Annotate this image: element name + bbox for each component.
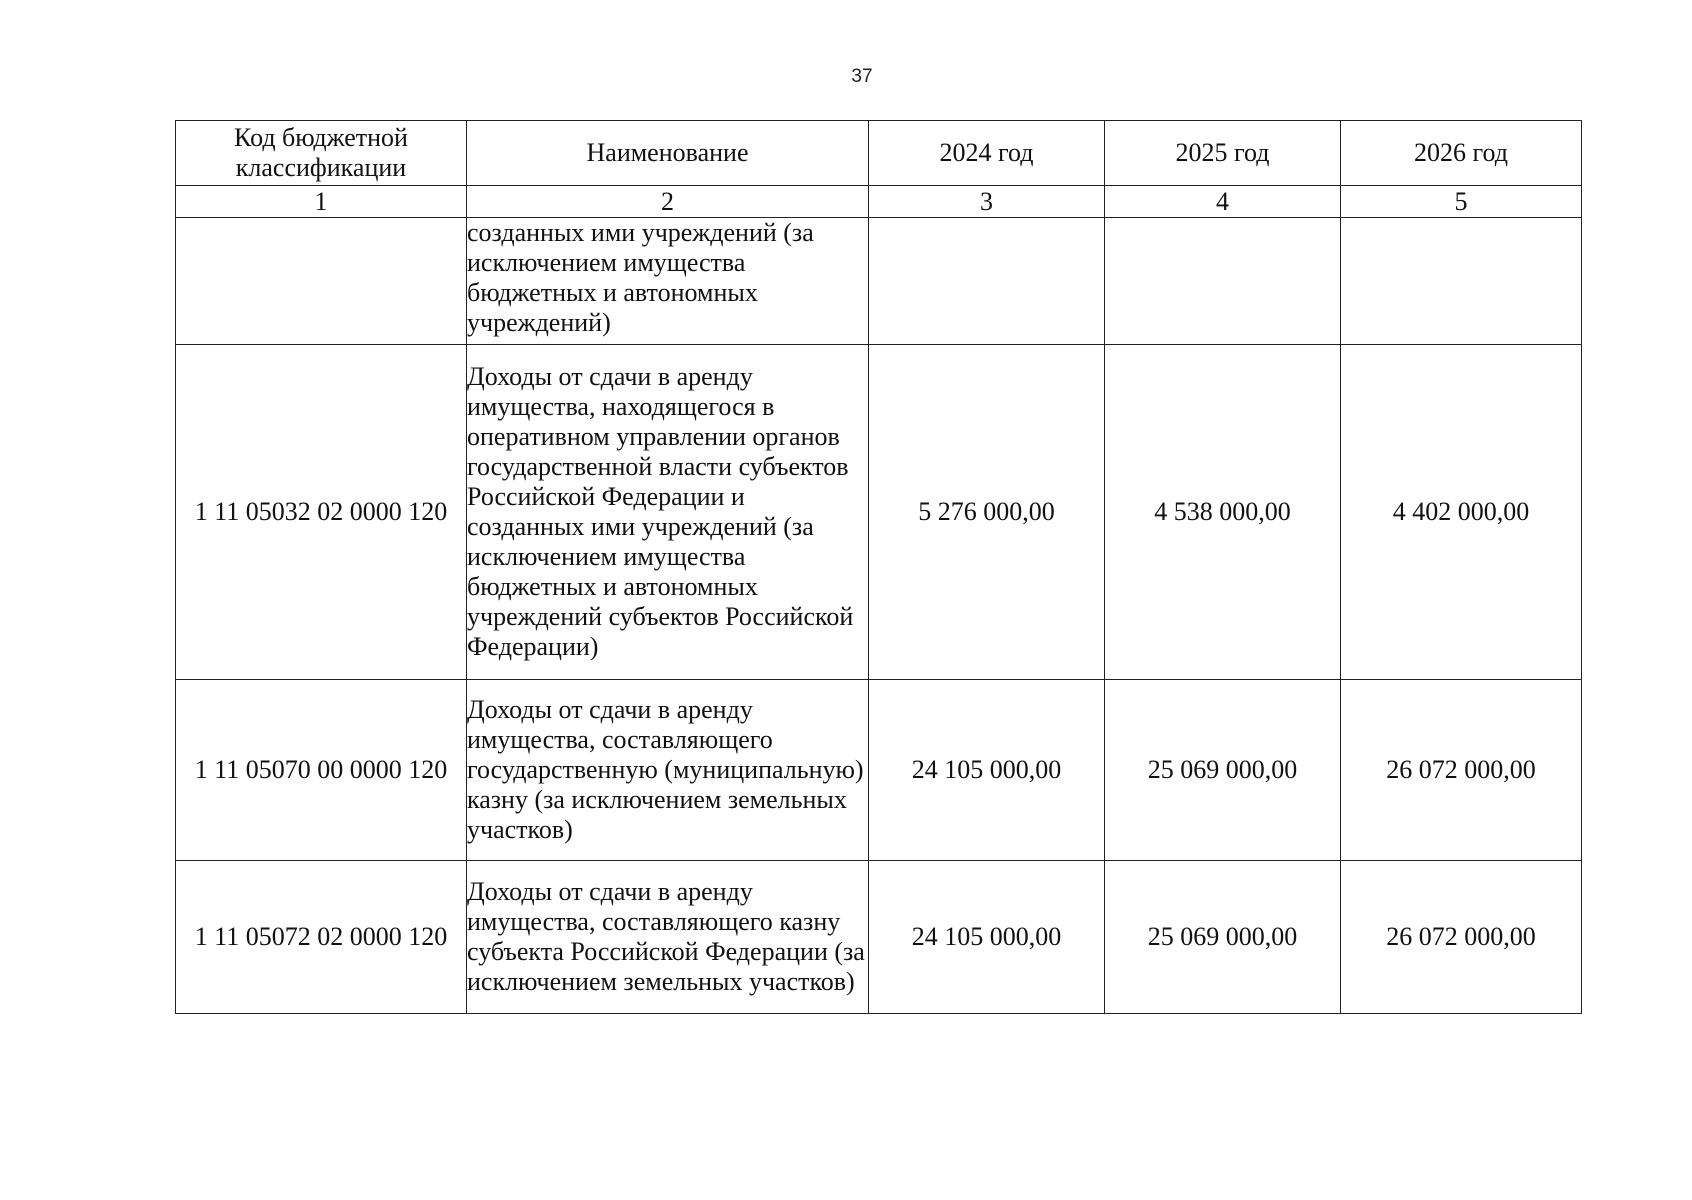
column-number: 4 [1105, 186, 1341, 218]
value-2026 [1341, 218, 1582, 345]
header-code: Код бюджетной классификации [176, 121, 467, 186]
table-row [176, 861, 1582, 1014]
table-row [176, 680, 1582, 861]
table-header-row [176, 121, 1582, 186]
value-2024: 24 105 000,00 [869, 680, 1105, 861]
header-2026: 2026 год [1341, 121, 1582, 186]
header-2024: 2024 год [869, 121, 1105, 186]
column-number: 5 [1341, 186, 1582, 218]
header-2025: 2025 год [1105, 121, 1341, 186]
budget-table [175, 120, 1582, 1014]
table-row [176, 345, 1582, 680]
item-name: созданных ими учреждений (за исключением имущества бюджетных и автономных учреждений) [467, 218, 869, 345]
item-name: Доходы от сдачи в аренду имущества, находящегося в оперативном управлении органов государственной власти субъектов Российской Федерации и созданных ими учреждений (за исключением имущества бюджетных и автономных учреждений субъектов Российской Федерации) [467, 345, 869, 680]
value-2025 [1105, 218, 1341, 345]
item-name: Доходы от сдачи в аренду имущества, составляющего казну субъекта Российской Федерации (за исключением земельных участков) [467, 861, 869, 1014]
value-2026: 4 402 000,00 [1341, 345, 1582, 680]
budget-code: 1 11 05072 02 0000 120 [176, 861, 467, 1014]
header-name: Наименование [467, 121, 869, 186]
column-number: 2 [467, 186, 869, 218]
value-2024: 5 276 000,00 [869, 345, 1105, 680]
column-number-row [176, 186, 1582, 218]
value-2025: 25 069 000,00 [1105, 861, 1341, 1014]
budget-code: 1 11 05032 02 0000 120 [176, 345, 467, 680]
table-row [176, 218, 1582, 345]
page-number: 37 [851, 66, 873, 87]
column-number: 1 [176, 186, 467, 218]
value-2025: 4 538 000,00 [1105, 345, 1341, 680]
column-number: 3 [869, 186, 1105, 218]
budget-code [176, 218, 467, 345]
value-2024: 24 105 000,00 [869, 861, 1105, 1014]
item-name: Доходы от сдачи в аренду имущества, составляющего государственную (муниципальную) казну (за исключением земельных участков) [467, 680, 869, 861]
budget-code: 1 11 05070 00 0000 120 [176, 680, 467, 861]
value-2026: 26 072 000,00 [1341, 861, 1582, 1014]
value-2025: 25 069 000,00 [1105, 680, 1341, 861]
value-2024 [869, 218, 1105, 345]
value-2026: 26 072 000,00 [1341, 680, 1582, 861]
